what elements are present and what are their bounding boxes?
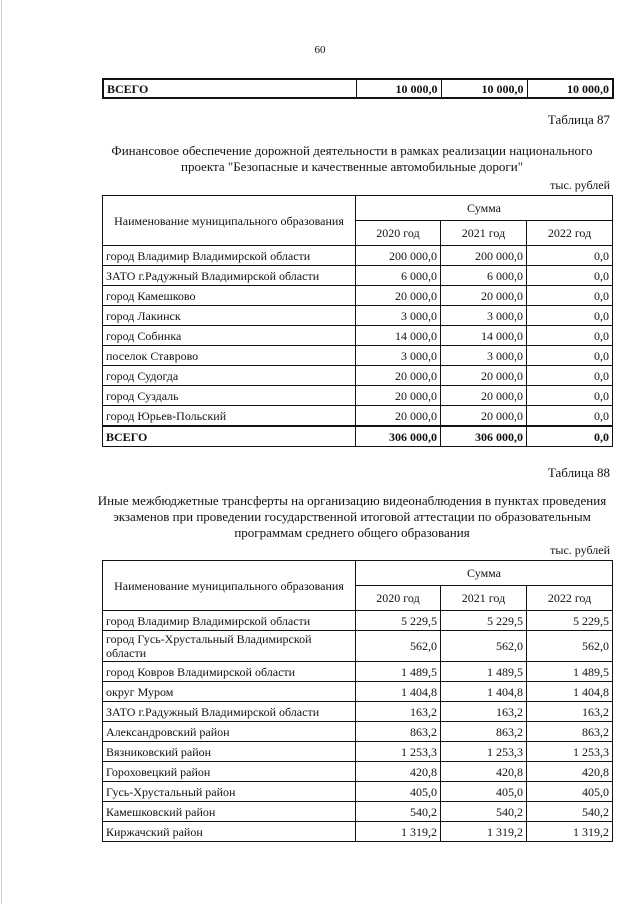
row-value-2021: 1 404,8: [441, 682, 527, 702]
row-name: ЗАТО г.Радужный Владимирской области: [103, 266, 356, 286]
row-value-2020: 163,2: [356, 702, 441, 722]
row-name: город Владимир Владимирской области: [103, 246, 356, 266]
table-88-number: Таблица 88: [547, 465, 610, 480]
table-row: [103, 286, 613, 306]
table-row: [103, 762, 613, 782]
row-name: Вязниковский район: [103, 742, 356, 762]
row-value-2020: 20 000,0: [356, 366, 441, 386]
total-value-2020: 306 000,0: [356, 426, 441, 447]
row-value-2022: 562,0: [527, 631, 613, 662]
row-value-2021: 20 000,0: [441, 366, 527, 386]
table-87-number: Таблица 87: [547, 112, 610, 127]
table-row: [103, 246, 613, 266]
row-value-2020: 1 253,3: [356, 742, 441, 762]
row-value-2022: 1 319,2: [527, 822, 613, 842]
row-value-2020: 3 000,0: [356, 346, 441, 366]
row-value-2021: 540,2: [441, 802, 527, 822]
row-value-2020: 20 000,0: [356, 406, 441, 427]
total-value-2022: 0,0: [527, 426, 613, 447]
row-value-2020: 6 000,0: [356, 266, 441, 286]
table-88-unit: тыс. рублей: [550, 543, 610, 557]
table-row: [103, 782, 613, 802]
row-value-2022: 0,0: [527, 306, 613, 326]
header-year-2022: 2022 год: [527, 221, 613, 246]
row-value-2022: 5 229,5: [527, 611, 613, 631]
row-value-2020: 562,0: [356, 631, 441, 662]
row-value-2022: 1 404,8: [527, 682, 613, 702]
row-value-2022: 405,0: [527, 782, 613, 802]
row-name: ЗАТО г.Радужный Владимирской области: [103, 702, 356, 722]
row-value-2021: 20 000,0: [441, 286, 527, 306]
total-2021: 10 000,0: [441, 79, 527, 98]
row-value-2020: 420,8: [356, 762, 441, 782]
table-88: [102, 560, 613, 842]
row-value-2021: 1 319,2: [441, 822, 527, 842]
total-label: ВСЕГО: [103, 79, 356, 98]
row-value-2021: 863,2: [441, 722, 527, 742]
row-value-2022: 1 489,5: [527, 662, 613, 682]
row-value-2022: 0,0: [527, 326, 613, 346]
row-value-2021: 1 489,5: [441, 662, 527, 682]
header-sum: Сумма: [356, 196, 613, 221]
row-value-2022: 0,0: [527, 246, 613, 266]
row-name: Александровский район: [103, 722, 356, 742]
table-row: [103, 822, 613, 842]
row-value-2022: 0,0: [527, 386, 613, 406]
row-value-2021: 3 000,0: [441, 306, 527, 326]
row-name: город Владимир Владимирской области: [103, 611, 356, 631]
row-name: город Лакинск: [103, 306, 356, 326]
page-number: 60: [314, 44, 326, 56]
total-label: ВСЕГО: [103, 426, 356, 447]
row-value-2022: 0,0: [527, 366, 613, 386]
row-name: округ Муром: [103, 682, 356, 702]
row-name: город Ковров Владимирской области: [103, 662, 356, 682]
table-row: [103, 742, 613, 762]
table-87-caption: Финансовое обеспечение дорожной деятельности в рамках реализации национального проекта "Безопасные и качественные автомобильные дороги": [111, 143, 593, 174]
row-value-2020: 14 000,0: [356, 326, 441, 346]
row-value-2020: 200 000,0: [356, 246, 441, 266]
row-value-2020: 5 229,5: [356, 611, 441, 631]
table-row: [103, 802, 613, 822]
table-row: [103, 682, 613, 702]
row-name: Гусь-Хрустальный район: [103, 782, 356, 802]
row-value-2022: 540,2: [527, 802, 613, 822]
table-row: [103, 662, 613, 682]
table-row: [103, 346, 613, 366]
table-row: [103, 611, 613, 631]
row-value-2020: 863,2: [356, 722, 441, 742]
table-row: [103, 386, 613, 406]
total-2020: 10 000,0: [356, 79, 441, 98]
header-sum: Сумма: [356, 561, 613, 586]
table-row: [103, 722, 613, 742]
table-row: [103, 406, 613, 427]
table-87-unit: тыс. рублей: [550, 178, 610, 192]
row-value-2021: 3 000,0: [441, 346, 527, 366]
table-88-caption: Иные межбюджетные трансферты на организацию видеонаблюдения в пунктах проведения экзаменов при проведении государственной итоговой аттестации по образовательным программам среднего общего образования: [97, 493, 607, 540]
header-year-2021: 2021 год: [441, 221, 527, 246]
row-value-2022: 420,8: [527, 762, 613, 782]
row-value-2022: 0,0: [527, 406, 613, 427]
row-value-2021: 200 000,0: [441, 246, 527, 266]
row-value-2022: 0,0: [527, 346, 613, 366]
table-row: [103, 702, 613, 722]
row-value-2020: 20 000,0: [356, 286, 441, 306]
row-name: Киржачский район: [103, 822, 356, 842]
row-value-2020: 1 489,5: [356, 662, 441, 682]
total-2022: 10 000,0: [527, 79, 613, 98]
row-value-2020: 1 404,8: [356, 682, 441, 702]
table-row: [103, 366, 613, 386]
row-value-2020: 20 000,0: [356, 386, 441, 406]
row-value-2021: 405,0: [441, 782, 527, 802]
row-value-2021: 20 000,0: [441, 406, 527, 427]
row-value-2021: 163,2: [441, 702, 527, 722]
row-value-2021: 562,0: [441, 631, 527, 662]
row-name: город Юрьев-Польский: [103, 406, 356, 427]
header-name: Наименование муниципального образования: [103, 196, 356, 246]
row-name: Камешковский район: [103, 802, 356, 822]
row-name: город Судогда: [103, 366, 356, 386]
row-value-2021: 1 253,3: [441, 742, 527, 762]
row-value-2021: 6 000,0: [441, 266, 527, 286]
table-87: [102, 195, 613, 447]
row-name: город Камешково: [103, 286, 356, 306]
row-value-2020: 405,0: [356, 782, 441, 802]
row-name: город Гусь-Хрустальный Владимирской области: [103, 631, 356, 662]
row-value-2021: 420,8: [441, 762, 527, 782]
row-value-2020: 540,2: [356, 802, 441, 822]
row-value-2022: 863,2: [527, 722, 613, 742]
row-value-2022: 0,0: [527, 286, 613, 306]
row-value-2020: 1 319,2: [356, 822, 441, 842]
table-row: [103, 326, 613, 346]
row-value-2021: 14 000,0: [441, 326, 527, 346]
previous-table-total: [102, 78, 614, 99]
row-value-2022: 1 253,3: [527, 742, 613, 762]
header-year-2022: 2022 год: [527, 586, 613, 611]
row-value-2021: 20 000,0: [441, 386, 527, 406]
row-name: город Суздаль: [103, 386, 356, 406]
row-value-2022: 0,0: [527, 266, 613, 286]
table-row: [103, 306, 613, 326]
row-name: город Собинка: [103, 326, 356, 346]
table-row: [103, 266, 613, 286]
row-value-2022: 163,2: [527, 702, 613, 722]
table-row: [103, 631, 613, 662]
total-row: [103, 79, 613, 98]
total-value-2021: 306 000,0: [441, 426, 527, 447]
scan-edge-line: [1, 0, 2, 904]
row-name: Гороховецкий район: [103, 762, 356, 782]
header-year-2020: 2020 год: [356, 586, 441, 611]
row-value-2021: 5 229,5: [441, 611, 527, 631]
row-value-2020: 3 000,0: [356, 306, 441, 326]
row-name: поселок Ставрово: [103, 346, 356, 366]
total-row: [103, 426, 613, 447]
header-year-2020: 2020 год: [356, 221, 441, 246]
header-year-2021: 2021 год: [441, 586, 527, 611]
header-name: Наименование муниципального образования: [103, 561, 356, 611]
